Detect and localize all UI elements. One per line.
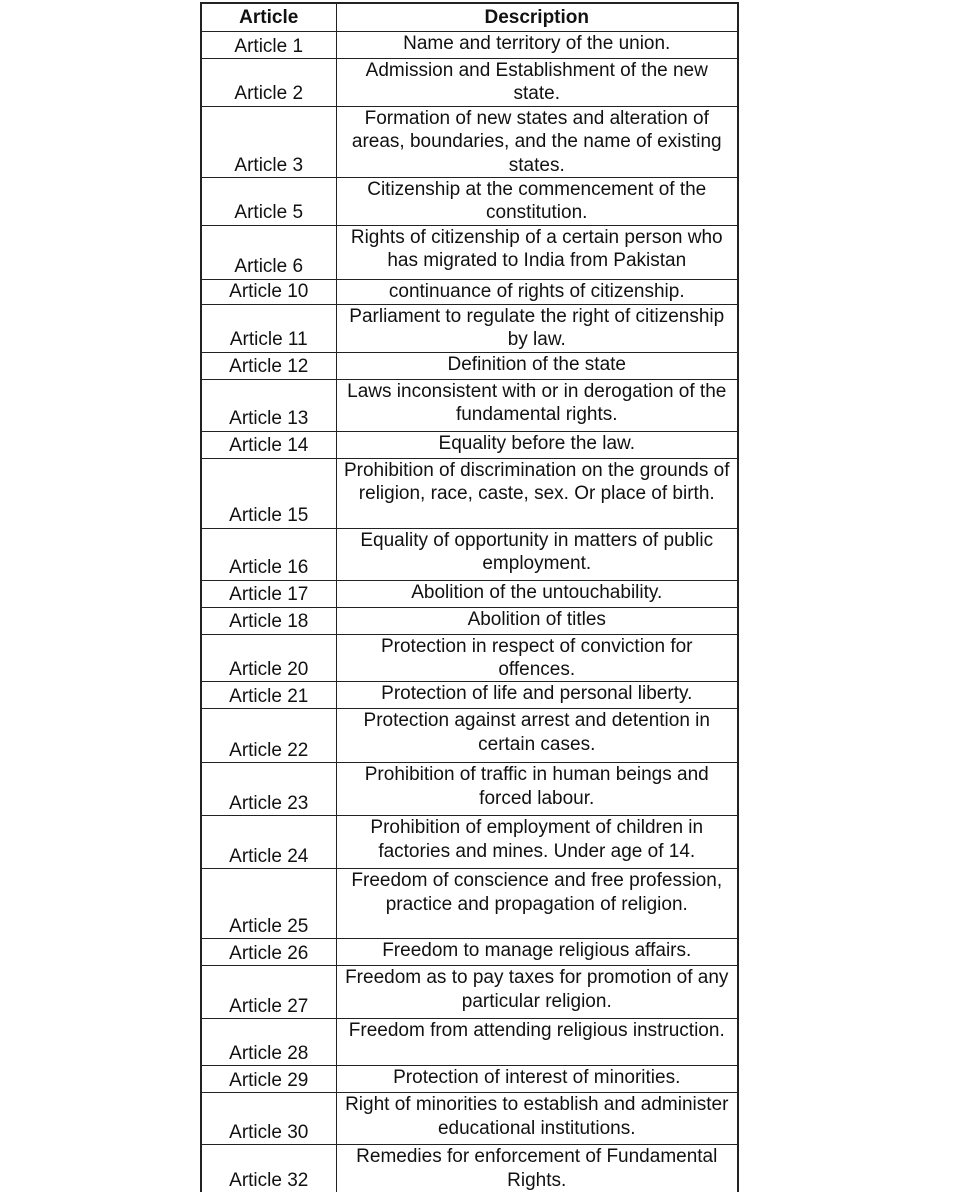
article-number-cell: Article 16 (201, 528, 336, 580)
table-row (201, 225, 738, 279)
description-cell: Name and territory of the union. (336, 32, 738, 59)
header-row (201, 3, 738, 32)
table-row (201, 352, 738, 379)
table-row (201, 869, 738, 939)
article-number-cell: Article 10 (201, 279, 336, 304)
table-row (201, 178, 738, 226)
description-cell: Laws inconsistent with or in derogation of the fundamental rights. (336, 379, 738, 431)
table-row (201, 634, 738, 682)
table-row (201, 32, 738, 59)
description-cell: Right of minorities to establish and administer educational institutions. (336, 1093, 738, 1145)
description-cell: Citizenship at the commencement of the constitution. (336, 178, 738, 226)
table-row (201, 279, 738, 304)
article-number-cell: Article 22 (201, 709, 336, 763)
description-cell: Protection of interest of minorities. (336, 1066, 738, 1093)
description-cell: Freedom of conscience and free profession, practice and propagation of religion. (336, 869, 738, 939)
article-number-cell: Article 26 (201, 939, 336, 966)
description-cell: Protection of life and personal liberty. (336, 682, 738, 709)
article-number-cell: Article 25 (201, 869, 336, 939)
description-cell: Admission and Establishment of the new state. (336, 59, 738, 107)
table-row (201, 607, 738, 634)
description-cell: Prohibition of employment of children in factories and mines. Under age of 14. (336, 816, 738, 869)
article-number-cell: Article 17 (201, 580, 336, 607)
table-row (201, 816, 738, 869)
table-row (201, 939, 738, 966)
table-row (201, 763, 738, 816)
article-number-cell: Article 15 (201, 458, 336, 528)
table-row (201, 709, 738, 763)
article-number-cell: Article 24 (201, 816, 336, 869)
table-row (201, 966, 738, 1019)
description-cell: Parliament to regulate the right of citizenship by law. (336, 304, 738, 352)
table-row (201, 528, 738, 580)
article-number-cell: Article 29 (201, 1066, 336, 1093)
article-number-cell: Article 12 (201, 352, 336, 379)
article-number-cell: Article 21 (201, 682, 336, 709)
table-row (201, 1066, 738, 1093)
description-cell: Rights of citizenship of a certain person who has migrated to India from Pakistan (336, 225, 738, 279)
table-row (201, 59, 738, 107)
description-cell: Freedom as to pay taxes for promotion of any particular religion. (336, 966, 738, 1019)
table-row (201, 458, 738, 528)
article-number-cell: Article 5 (201, 178, 336, 226)
article-number-cell: Article 23 (201, 763, 336, 816)
description-cell: Formation of new states and alteration of areas, boundaries, and the name of existing states. (336, 106, 738, 177)
article-number-cell: Article 2 (201, 59, 336, 107)
article-number-cell: Article 20 (201, 634, 336, 682)
table-row (201, 379, 738, 431)
description-cell: Freedom from attending religious instruction. (336, 1019, 738, 1066)
article-number-cell: Article 14 (201, 431, 336, 458)
table-row (201, 431, 738, 458)
table-row (201, 304, 738, 352)
article-number-cell: Article 3 (201, 106, 336, 177)
article-number-cell: Article 13 (201, 379, 336, 431)
article-number-cell: Article 28 (201, 1019, 336, 1066)
article-number-cell: Article 30 (201, 1093, 336, 1145)
table-row (201, 682, 738, 709)
article-number-cell: Article 11 (201, 304, 336, 352)
description-cell: Prohibition of traffic in human beings and forced labour. (336, 763, 738, 816)
articles-table (200, 2, 739, 1192)
article-column-header: Article (201, 3, 336, 32)
description-cell: continuance of rights of citizenship. (336, 279, 738, 304)
article-number-cell: Article 1 (201, 32, 336, 59)
description-cell: Abolition of titles (336, 607, 738, 634)
description-cell: Remedies for enforcement of Fundamental Rights. (336, 1145, 738, 1192)
article-number-cell: Article 32 (201, 1145, 336, 1192)
description-cell: Equality of opportunity in matters of public employment. (336, 528, 738, 580)
description-cell: Protection against arrest and detention in certain cases. (336, 709, 738, 763)
table-row (201, 1145, 738, 1192)
description-column-header: Description (336, 3, 738, 32)
table-row (201, 1093, 738, 1145)
description-cell: Prohibition of discrimination on the grounds of religion, race, caste, sex. Or place of birth. (336, 458, 738, 528)
table-row (201, 106, 738, 177)
article-number-cell: Article 6 (201, 225, 336, 279)
description-cell: Protection in respect of conviction for offences. (336, 634, 738, 682)
article-number-cell: Article 27 (201, 966, 336, 1019)
article-number-cell: Article 18 (201, 607, 336, 634)
description-cell: Freedom to manage religious affairs. (336, 939, 738, 966)
description-cell: Definition of the state (336, 352, 738, 379)
table-row (201, 580, 738, 607)
table-row (201, 1019, 738, 1066)
description-cell: Equality before the law. (336, 431, 738, 458)
description-cell: Abolition of the untouchability. (336, 580, 738, 607)
